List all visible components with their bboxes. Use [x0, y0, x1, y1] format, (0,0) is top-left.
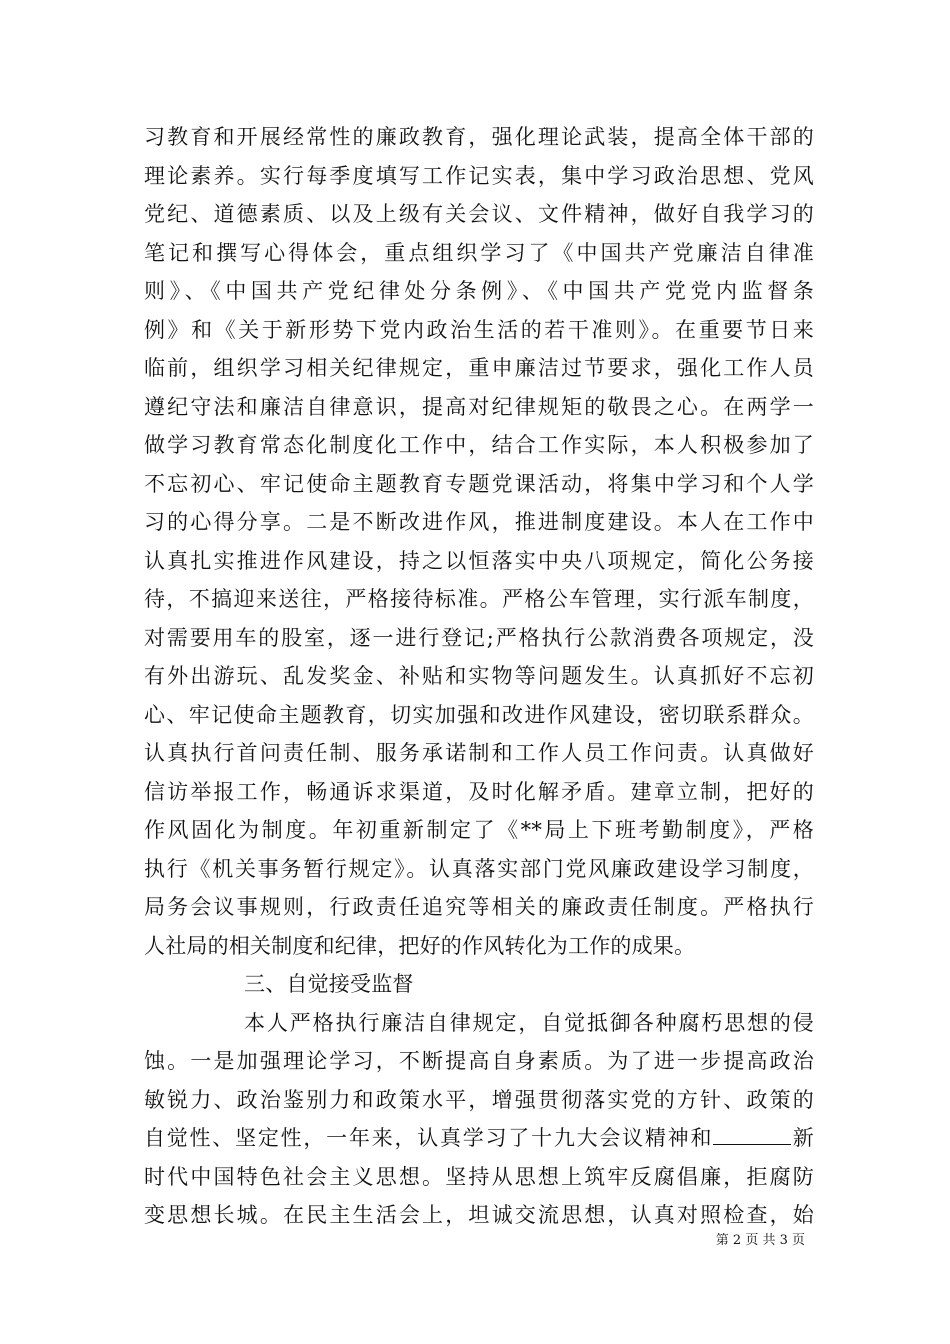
text-line: 例》和《关于新形势下党内政治生活的若干准则》。在重要节日来	[144, 317, 814, 342]
text-line: 作风固化为制度。年初重新制定了《**局上下班考勤制度》，严格	[144, 818, 814, 842]
text-line: 则》、《中国共产党纪律处分条例》、《中国共产党党内监督条	[144, 279, 814, 303]
text-line: 敏锐力、政治鉴别力和政策水平，增强贯彻落实党的方针、政策的	[144, 1087, 814, 1112]
text-line: 局务会议事规则，行政责任追究等相关的廉政责任制度。严格执行	[144, 895, 814, 919]
blank-line-after: 新	[791, 1126, 815, 1150]
text-line: 蚀。一是加强理论学习，不断提高自身素质。为了进一步提高政治	[144, 1049, 814, 1073]
text-line: 遵纪守法和廉洁自律意识，提高对纪律规矩的敬畏之心。在两学一	[144, 394, 814, 419]
text-line: 认真执行首问责任制、服务承诺制和工作人员工作问责。认真做好	[144, 741, 814, 765]
text-line: 变思想长城。在民主生活会上，坦诚交流思想，认真对照检查，始	[144, 1203, 814, 1227]
fill-in-blank	[713, 1126, 791, 1145]
paragraph-first-line: 本人严格执行廉洁自律规定，自觉抵御各种腐朽思想的侵	[244, 1010, 814, 1035]
text-line: 执行《机关事务暂行规定》。认真落实部门党风廉政建设学习制度，	[144, 856, 814, 881]
text-line: 习的心得分享。二是不断改进作风，推进制度建设。本人在工作中	[144, 510, 814, 534]
text-line: 信访举报工作，畅通诉求渠道，及时化解矛盾。建章立制，把好的	[144, 779, 814, 804]
text-line: 不忘初心、牢记使命主题教育专题党课活动，将集中学习和个人学	[144, 471, 814, 496]
section-heading: 三、自觉接受监督	[244, 972, 414, 996]
text-line: 对需要用车的股室，逐一进行登记;严格执行公款消费各项规定，没	[144, 625, 814, 650]
text-line: 党纪、道德素质、以及上级有关会议、文件精神，做好自我学习的	[144, 202, 814, 226]
text-line: 认真扎实推进作风建设，持之以恒落实中央八项规定，简化公务接	[144, 548, 814, 573]
text-line: 心、牢记使命主题教育，切实加强和改进作风建设，密切联系群众。	[144, 702, 814, 727]
text-line: 待，不搞迎来送往，严格接待标准。严格公车管理，实行派车制度，	[144, 587, 814, 611]
text-line: 笔记和撰写心得体会，重点组织学习了《中国共产党廉洁自律准	[144, 240, 814, 265]
text-line: 人社局的相关制度和纪律，把好的作风转化为工作的成果。	[144, 933, 696, 958]
blank-line-before: 自觉性、坚定性，一年来，认真学习了十九大会议精神和	[144, 1126, 714, 1150]
page-number-footer: 第 2 页 共 3 页	[715, 1233, 805, 1248]
text-line: 临前，组织学习相关纪律规定，重申廉洁过节要求，强化工作人员	[144, 356, 814, 380]
text-line: 时代中国特色社会主义思想。坚持从思想上筑牢反腐倡廉，拒腐防	[144, 1164, 814, 1189]
text-line: 有外出游玩、乱发奖金、补贴和实物等问题发生。认真抓好不忘初	[144, 664, 814, 688]
text-line: 理论素养。实行每季度填写工作记实表，集中学习政治思想、党风	[144, 163, 814, 188]
body-text	[144, 118, 814, 1235]
text-line: 做学习教育常态化制度化工作中，结合工作实际，本人积极参加了	[144, 433, 814, 457]
text-line: 习教育和开展经常性的廉政教育，强化理论武装，提高全体干部的	[144, 125, 814, 149]
text-line-with-blank	[144, 1119, 814, 1158]
